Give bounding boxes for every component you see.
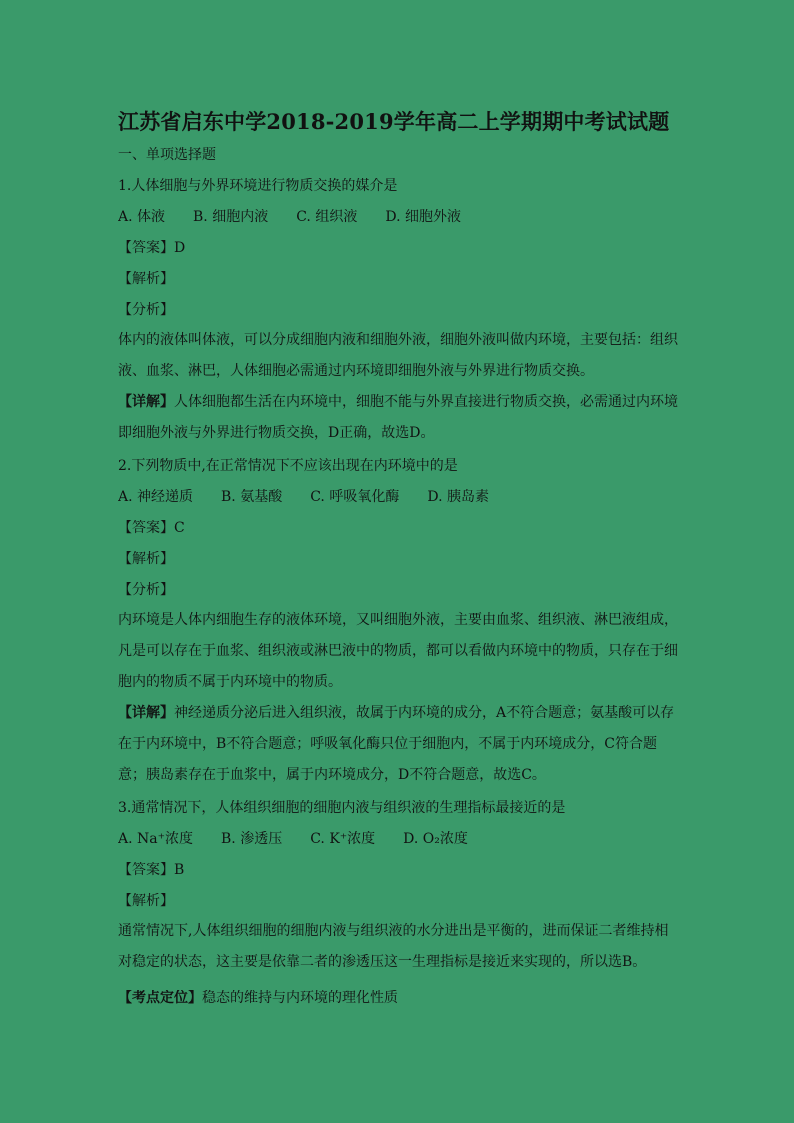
q2-jiexi-label: 【解析】: [118, 551, 174, 567]
section-heading: 一、单项选择题: [118, 147, 216, 163]
q2-options: [118, 489, 680, 505]
q1-analysis: 体内的液体叫体液，可以分成细胞内液和细胞外液，细胞外液叫做内环境，主要包括：组织液、血浆、淋巴，人体细胞必需通过内环境即细胞外液与外界进行物质交换。: [118, 332, 678, 379]
q2-option-c: C. 呼吸氧化酶: [310, 489, 400, 505]
q3-kaodian: [118, 990, 680, 1006]
q2-detail-tag: 【详解】: [118, 705, 174, 721]
q1-answer: 【答案】D: [118, 240, 186, 256]
q3-option-c: C. K⁺浓度: [310, 831, 376, 847]
q2-option-a: A. 神经递质: [118, 489, 194, 505]
q1-detail-text: 人体细胞都生活在内环境中，细胞不能与外界直接进行物质交换，必需通过内环境即细胞外液与外界进行物质交换，D正确，故选D。: [118, 394, 678, 441]
q2-option-d: D. 胰岛素: [427, 489, 489, 505]
q1-detail-tag: 【详解】: [118, 394, 174, 410]
q3-answer: 【答案】B: [118, 862, 185, 878]
q1-stem: 1.人体细胞与外界环境进行物质交换的媒介是: [118, 178, 398, 194]
q1-detail: [118, 387, 680, 449]
q1-option-d: D. 细胞外液: [385, 209, 461, 225]
q2-stem: 2.下列物质中,在正常情况下不应该出现在内环境中的是: [118, 458, 458, 474]
q3-option-a: A. Na⁺浓度: [118, 831, 193, 847]
q3-options: [118, 831, 680, 847]
q1-options: [118, 209, 680, 225]
q1-option-c: C. 组织液: [296, 209, 358, 225]
q2-option-b: B. 氨基酸: [221, 489, 283, 505]
q3-kaodian-tag: 【考点定位】: [118, 990, 202, 1006]
q2-detail-text: 神经递质分泌后进入组织液，故属于内环境的成分，A不符合题意；氨基酸可以存在于内环境中，B不符合题意；呼吸氧化酶只位于细胞内，不属于内环境成分，C符合题意；胰岛素存在于血浆中，属于内环境成分，D不符合题意，故选C。: [118, 705, 675, 783]
q3-option-d: D. O₂浓度: [403, 831, 468, 847]
page-title: 江苏省启东中学2018-2019学年高二上学期期中考试试题: [118, 109, 670, 134]
q1-option-a: A. 体液: [118, 209, 166, 225]
q3-kaodian-text: 稳态的维持与内环境的理化性质: [202, 990, 398, 1006]
q2-answer: 【答案】C: [118, 520, 185, 536]
q2-analysis: 内环境是人体内细胞生存的液体环境，又叫细胞外液，主要由血浆、组织液、淋巴液组成，凡是可以存在于血浆、组织液或淋巴液中的物质，都可以看做内环境中的物质，只存在于细胞内的物质不属于内环境中的物质。: [118, 612, 678, 690]
q3-option-b: B. 渗透压: [221, 831, 283, 847]
q1-jiexi-label: 【解析】: [118, 271, 174, 287]
q2-fenxi-label: 【分析】: [118, 582, 174, 598]
q2-detail: [118, 698, 680, 791]
q1-fenxi-label: 【分析】: [118, 302, 174, 318]
q3-jiexi-label: 【解析】: [118, 893, 174, 909]
q3-stem: 3.通常情况下，人体组织细胞的细胞内液与组织液的生理指标最接近的是: [118, 800, 566, 816]
q1-option-b: B. 细胞内液: [193, 209, 269, 225]
q3-analysis: 通常情况下,人体组织细胞的细胞内液与组织液的水分进出是平衡的，进而保证二者维持相对稳定的状态，这主要是依靠二者的渗透压这一生理指标是接近来实现的，所以选B。: [118, 923, 669, 970]
